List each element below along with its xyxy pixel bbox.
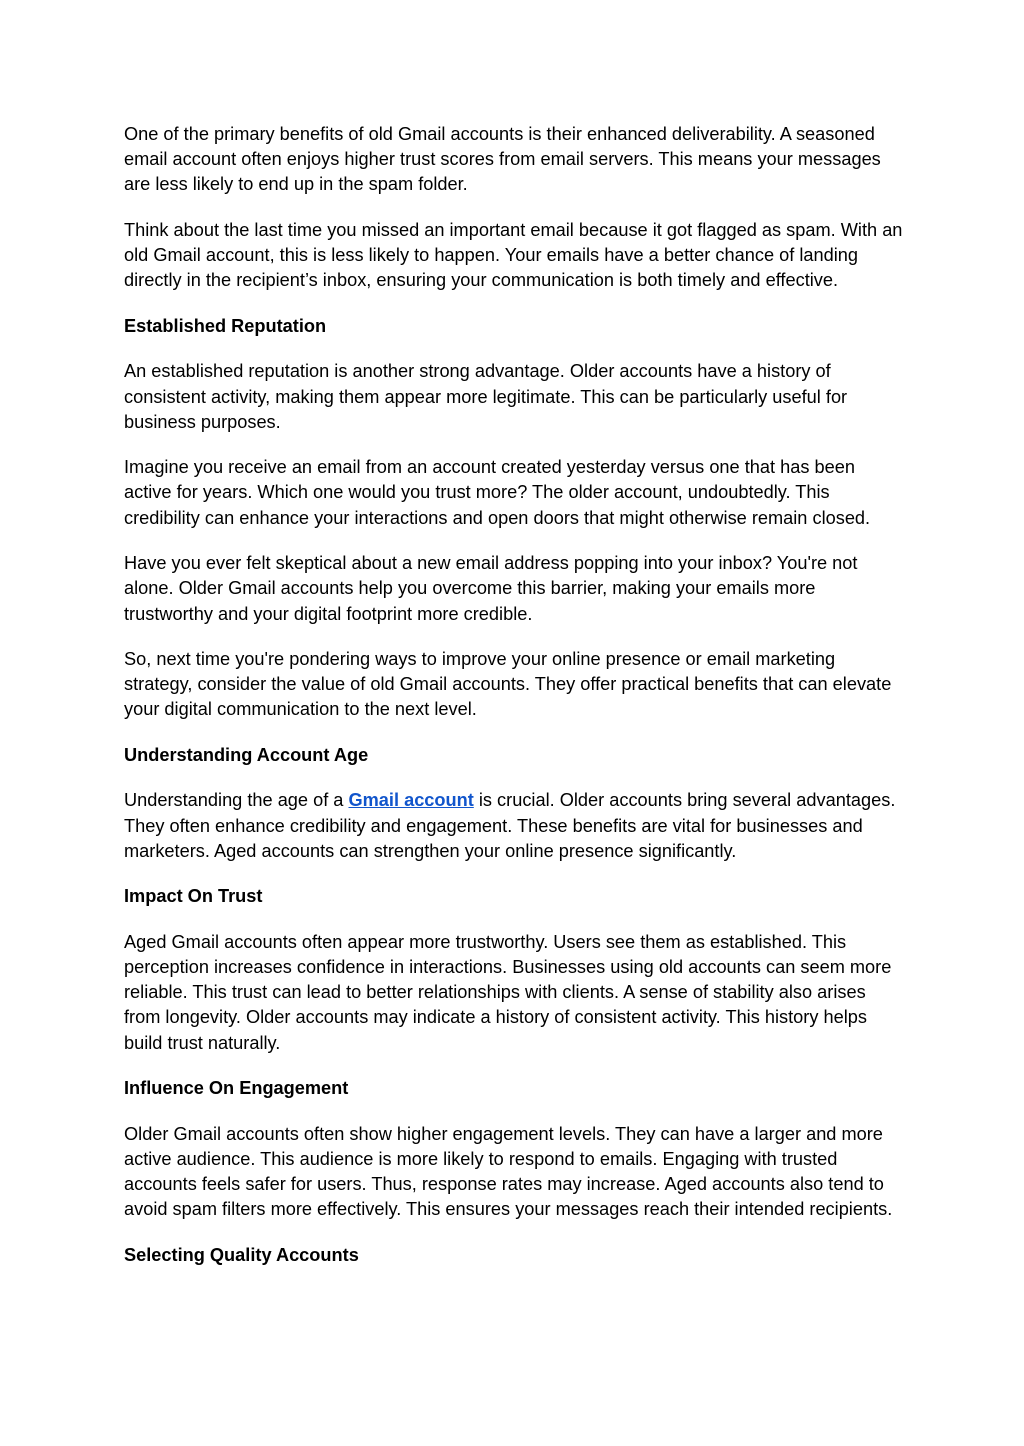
heading-established-reputation: Established Reputation — [124, 315, 327, 336]
paragraph-account-age-lead: Understanding the age of a — [124, 790, 349, 811]
paragraph-account-age — [124, 788, 904, 864]
heading-influence-on-engagement: Influence On Engagement — [124, 1078, 349, 1099]
paragraph-engagement: Older Gmail accounts often show higher engagement levels. They can have a larger and more active audience. This audience is more likely to respond to emails. Engaging with trusted accounts feels safer for users. Thus, response rates may increase. Aged accounts also tend to avoid spam filters more effectively. This ensures your messages reach their intended recipients. — [124, 1123, 893, 1220]
heading-impact-on-trust: Impact On Trust — [124, 886, 263, 907]
heading-selecting-quality-accounts: Selecting Quality Accounts — [124, 1244, 359, 1265]
paragraph-spam-example: Think about the last time you missed an important email because it got flagged as spam. With an old Gmail account, this is less likely to happen. Your emails have a better chance of landing directly in the recipient’s inbox, ensuring your communication is both timely and effective. — [124, 219, 903, 291]
paragraph-imagine: Imagine you receive an email from an account created yesterday versus one that has been active for years. Which one would you trust more? The older account, undoubtedly. This credibility can enhance your interactions and open doors that might otherwise remain closed. — [124, 457, 871, 528]
paragraph-skeptical: Have you ever felt skeptical about a new email address popping into your inbox? You're not alone. Older Gmail accounts help you overcome this barrier, making your emails more trustworthy and your digital footprint more credible. — [124, 553, 858, 624]
paragraph-reputation: An established reputation is another strong advantage. Older accounts have a history of consistent activity, making them appear more legitimate. This can be particularly useful for business purposes. — [124, 361, 848, 432]
heading-understanding-account-age: Understanding Account Age — [124, 744, 369, 765]
paragraph-account-age-rest: is crucial. Older accounts bring several advantages. They often enhance credibility and engagement. These benefits are vital for businesses and marketers. Aged accounts can strengthen your online presence significantly. — [124, 790, 896, 861]
document-page — [124, 122, 904, 1288]
paragraph-trust: Aged Gmail accounts often appear more trustworthy. Users see them as established. This perception increases confidence in interactions. Businesses using old accounts can seem more reliable. This trust can lead to better relationships with clients. A sense of stability also arises from longevity. Older accounts may indicate a history of consistent activity. This history helps build trust naturally. — [124, 931, 892, 1053]
paragraph-next-time: So, next time you're pondering ways to improve your online presence or email marketing strategy, consider the value of old Gmail accounts. They offer practical benefits that can elevate your digital communication to the next level. — [124, 649, 892, 720]
paragraph-deliverability: One of the primary benefits of old Gmail accounts is their enhanced deliverability. A seasoned email account often enjoys higher trust scores from email servers. This means your messages are less likely to end up in the spam folder. — [124, 124, 881, 195]
gmail-account-link[interactable]: Gmail account — [348, 790, 474, 811]
